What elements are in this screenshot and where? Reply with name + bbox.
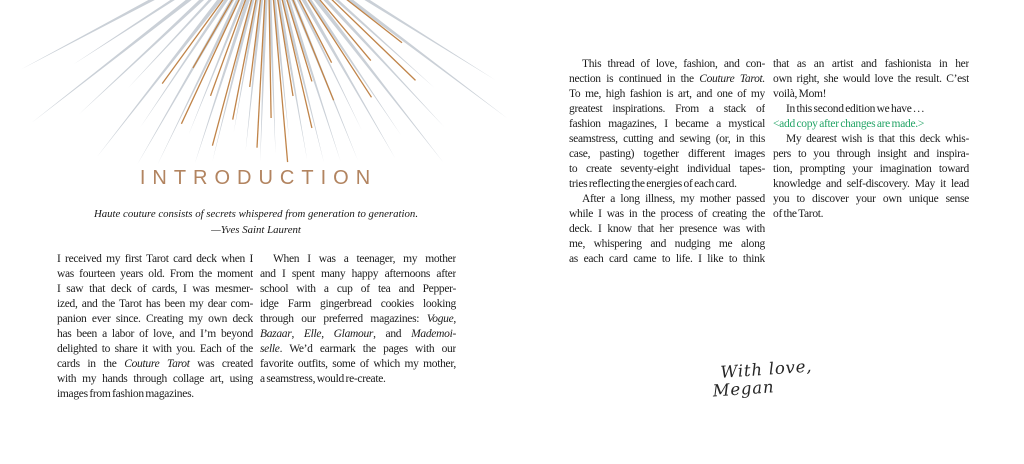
text-column-right-1 <box>569 57 765 267</box>
text-line: I saw that deck of cards, I was mesmer- <box>57 283 253 295</box>
text-line: greatest inspirations. From a stack of <box>569 103 765 115</box>
epigraph-quote: Haute couture consists of secrets whispered from generation to generation. <box>93 208 419 220</box>
text-line: My dearest wish is that this deck whis- <box>786 133 969 145</box>
text-line: deck. I know that her presence was with <box>569 223 765 235</box>
text-line: with my hands through collage art, using <box>57 373 253 385</box>
text-column-left-1 <box>57 252 253 402</box>
text-line: panion ever since. Creating my own deck <box>57 313 253 325</box>
page-title: INTRODUCTION <box>139 167 378 189</box>
text-line: fashion magazines, I became a mystical <box>569 118 765 130</box>
text-line: I received my first Tarot card deck when I <box>57 253 253 265</box>
text-line: When I was a teenager, my mother <box>273 253 456 265</box>
text-line: images from fashion magazines. <box>57 388 194 400</box>
text-line: <add copy after changes are made.> <box>773 118 925 130</box>
text-line: In this second edition we have . . . <box>786 103 925 115</box>
text-line: a seamstress, would re-create. <box>260 373 386 385</box>
signature-line-2: Megan <box>712 377 775 401</box>
text-line: you to discover your own unique sense <box>773 193 969 205</box>
text-line: favorite outfits, some of which my mother, <box>260 358 456 370</box>
text-line: cards in the Couture Tarot was created <box>57 358 253 370</box>
text-line: After a long illness, my mother passed <box>582 193 765 205</box>
signature-line-1: With love, <box>719 356 813 382</box>
text-line: To me, high fashion is art, and one of my <box>569 88 765 100</box>
text-line: me, whispering and nudging me along <box>569 238 765 250</box>
text-line: knowledge and self-discovery. May it lead <box>773 178 969 190</box>
epigraph <box>28 206 484 238</box>
text-line: pers to you through insight and inspira- <box>773 148 969 160</box>
text-line: This thread of love, fashion, and con- <box>582 58 765 70</box>
text-line: nection is continued in the Couture Tarot. <box>569 73 765 85</box>
text-line: ized, and the Tarot has been my dear com- <box>57 298 253 310</box>
text-line: through our preferred magazines: Vogue, <box>260 313 456 325</box>
text-line: tion, prompting your imagination toward <box>773 163 969 175</box>
starburst-graphic <box>0 0 520 168</box>
text-line: and I spent many happy afternoons after <box>260 268 456 280</box>
text-column-left-2 <box>260 252 456 387</box>
signature <box>711 358 814 401</box>
epigraph-attribution: —Yves Saint Laurent <box>211 224 301 236</box>
text-line: tries reflecting the energies of each card. <box>569 178 737 190</box>
text-line: has been a labor of love, and I’m beyond <box>57 328 253 340</box>
text-line: school with a cup of tea and Pepper- <box>260 283 456 295</box>
text-line: that as an artist and fashionista in her <box>773 58 969 70</box>
text-line: seamstress, cutting and sewing (or, in this <box>569 133 765 145</box>
text-line: selle. We’d earmark the pages with our <box>260 343 456 355</box>
text-column-right-2 <box>773 57 969 222</box>
text-line: voilà, Mom! <box>773 88 827 100</box>
text-line: while I was in the process of creating the <box>569 208 765 220</box>
text-line: delighted to share it with you. Each of the <box>57 343 253 355</box>
text-line: idge Farm gingerbread cookies looking <box>260 298 456 310</box>
text-line: own right, she would love the result. C’est <box>773 73 969 85</box>
text-line: of the Tarot. <box>773 208 824 220</box>
text-line: case, pasting) together different images <box>569 148 765 160</box>
text-line: as each card came to life. I like to think <box>569 253 765 265</box>
text-line: Bazaar, Elle, Glamour, and Mademoi- <box>260 328 456 340</box>
text-line: was fourteen years old. From the moment <box>57 268 253 280</box>
text-line: to create seventy-eight individual tapes- <box>569 163 765 175</box>
